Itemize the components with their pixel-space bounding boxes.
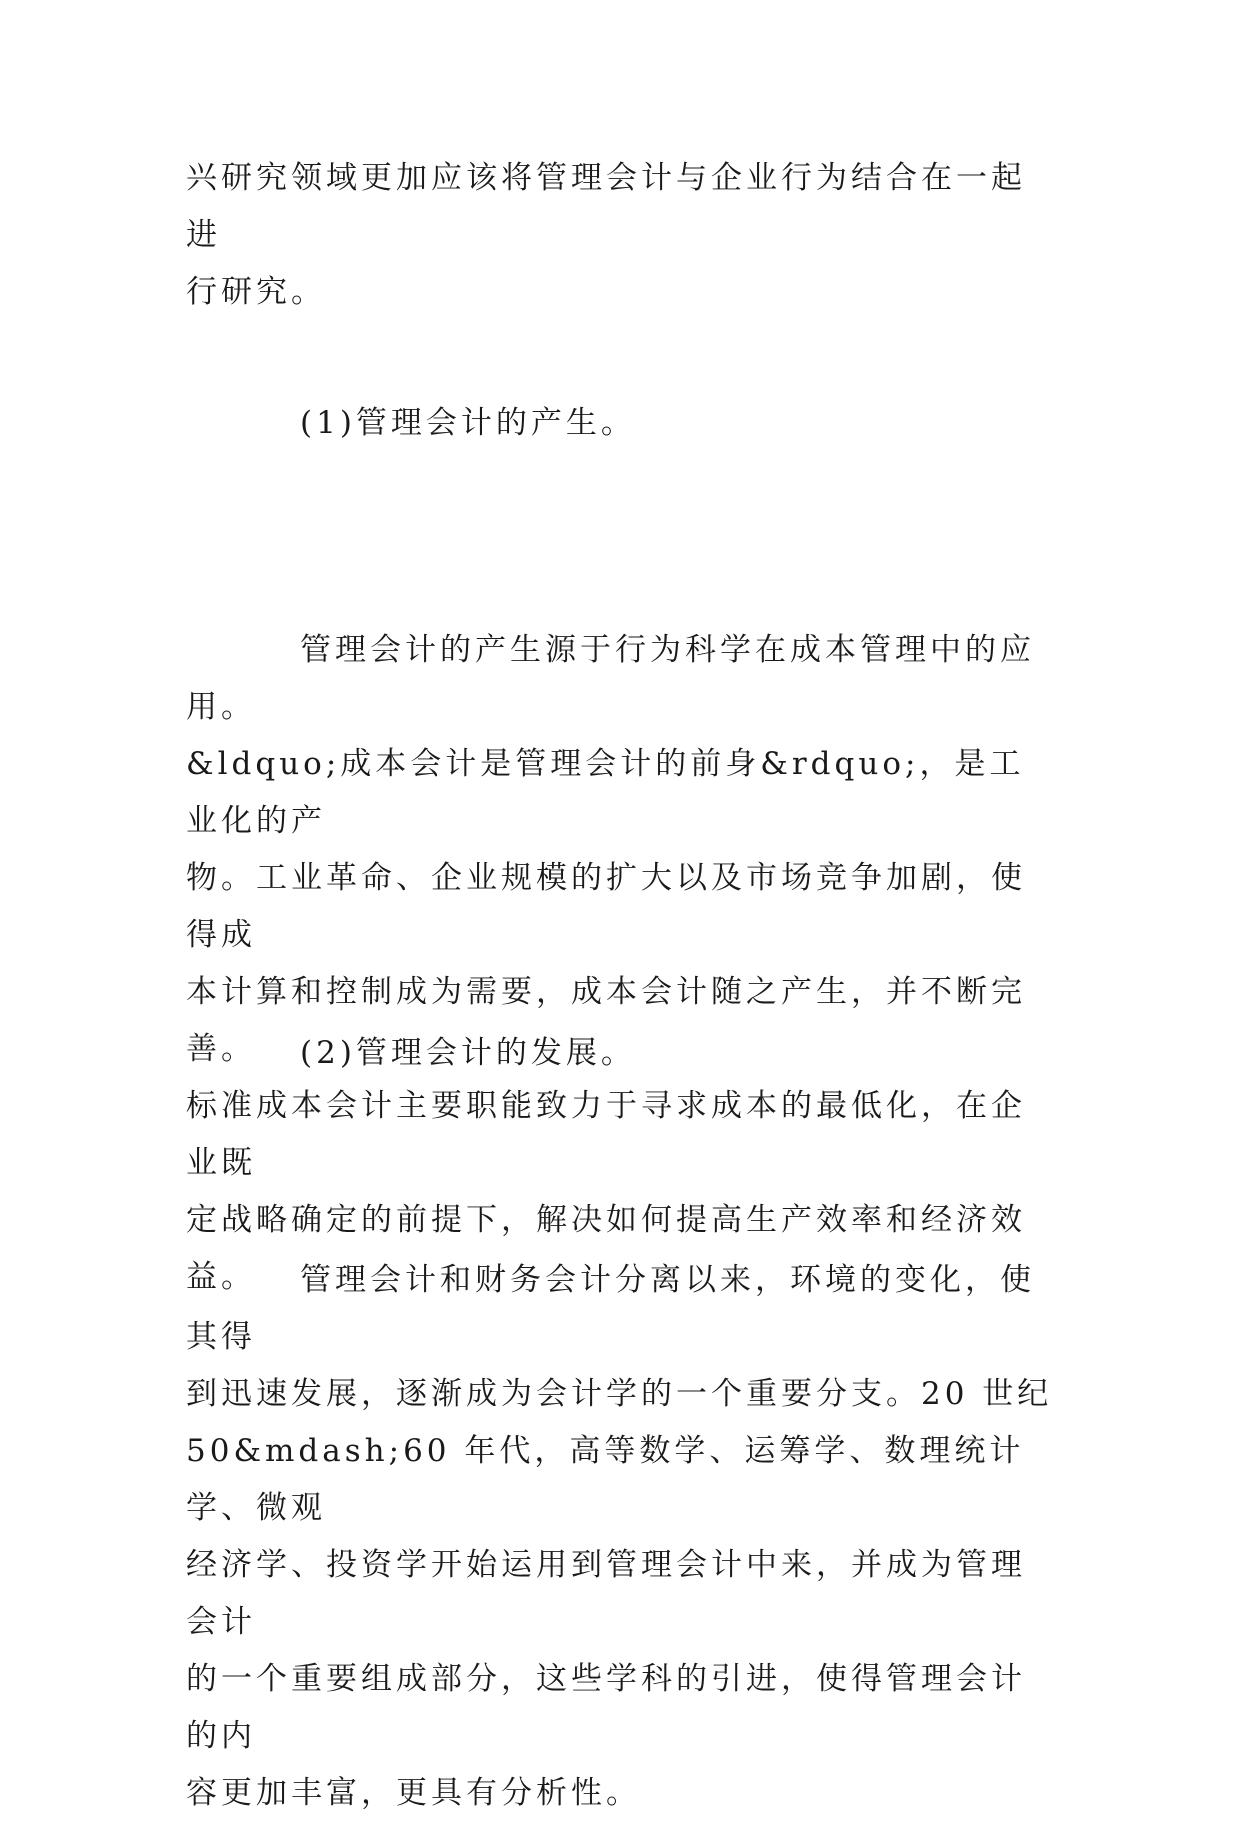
paragraph-development-text: 管理会计和财务会计分离以来，环境的变化，使其得 到迅速发展，逐渐成为会计学的一个重要分支。20 世纪 50&mdash;60 年代，高等数学、运筹学、数理统计学、微观 经济学、投资学开始运用到管理会计中来，并成为管理会计 的一个重要组成部分，这些学科的引进，使得管理会计的内 容更加丰富，更具有分析性。 — [186, 1262, 1053, 1811]
paragraph-development — [186, 1195, 1056, 1822]
section-heading-development: (2)管理会计的发展。 — [300, 1035, 636, 1071]
section-heading-origin: (1)管理会计的产生。 — [300, 405, 636, 441]
paragraph-origin-text: 管理会计的产生源于行为科学在成本管理中的应用。 &ldquo;成本会计是管理会计的前身&rdquo;，是工业化的产 物。工业革命、企业规模的扩大以及市场竞争加剧，使得成 本计算和控制成为需要，成本会计随之产生，并不断完善。 标准成本会计主要职能致力于寻求成本的最低化，在企业既 定战略确定的前提下，解决如何提高生产效率和经济效益。 — [186, 632, 1035, 1295]
paragraph-continuation: 兴研究领域更加应该将管理会计与企业行为结合在一起进 行研究。 — [186, 160, 1026, 310]
